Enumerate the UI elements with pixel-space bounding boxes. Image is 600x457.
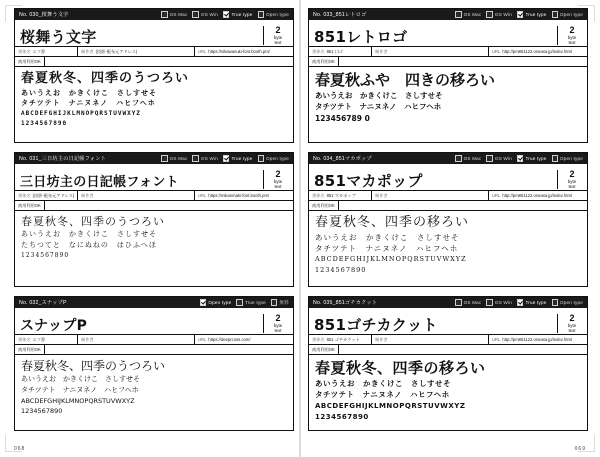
checkbox-os-win[interactable]: OS Win (192, 11, 218, 18)
checkbox-os-win[interactable]: OS Win (486, 299, 512, 306)
value-url[interactable]: http://pm851122.oranwa.jp/index.html (502, 337, 572, 342)
font-card (308, 8, 588, 143)
checkbox-true-type[interactable]: True type (517, 299, 547, 306)
label-commercial: 商用利用OK (15, 345, 45, 354)
sample-katakana: たちつてと なにぬねの はひふへほ (21, 241, 157, 250)
sample-latin: ABCDEFGHIJKLMNOPQRSTUVWXYZ (315, 401, 466, 410)
sample-digits: 1234567890 (21, 407, 63, 416)
sample-hiragana: あいうえお かきくけこ さしすせそ (21, 230, 157, 239)
value-font-name: 851 口ゴ (326, 48, 344, 54)
sample-latin: ABCDEFGHIJKLMNOPQRSTUVWXYZ (21, 110, 141, 118)
font-id: No. 034_851マカポップ (313, 156, 372, 162)
checkbox-true-type[interactable]: True type (223, 11, 253, 18)
title-row (15, 20, 293, 47)
commercial-row (15, 345, 293, 355)
commercial-row (309, 57, 587, 67)
label-url: URL (198, 337, 207, 342)
title-row (15, 164, 293, 191)
font-id: No. 031_三日坊主の日記帳フォント (19, 156, 107, 162)
label-url: URL (198, 193, 207, 198)
card-header (309, 9, 587, 20)
value-url[interactable]: https://nikawanuki-font.booth.pm/ (208, 49, 270, 54)
label-font-name: 書体名 (18, 192, 31, 198)
label-font-name: 書体名 (312, 48, 325, 54)
commercial-row (15, 201, 293, 211)
label-font-name: 書体名 (312, 192, 325, 198)
sample-katakana: タチツテト ナニヌネノ ハヒフヘホ (315, 102, 442, 112)
checkbox-true-type[interactable]: True type (517, 155, 547, 162)
sample-katakana: タチツテト ナニヌネノ ハヒフヘホ (21, 386, 139, 395)
font-title: スナップP (20, 318, 88, 334)
label-commercial: 商用利用OK (309, 201, 339, 210)
font-id: No. 030_桜舞う文字 (19, 12, 69, 18)
sample-hiragana: あいうえお かきくけこ さしすせそ (315, 378, 451, 388)
checkbox-os-win[interactable]: OS Win (486, 155, 512, 162)
checkbox-os-mac[interactable]: OS Mac (161, 11, 187, 18)
meta-row (309, 335, 587, 345)
value-font-name: エフ辞 (32, 48, 46, 54)
sample-headline: 春夏秋冬、四季の移ろい (315, 359, 486, 377)
font-id: No. 033_851レトロゴ (313, 12, 367, 18)
card-header (15, 153, 293, 164)
label-maker: 制作者 (81, 336, 94, 342)
sample-headline: 春夏秋冬、四季のうつろい (21, 71, 190, 86)
byte-badge: 2 byte text (557, 26, 583, 45)
sample-area (309, 211, 587, 286)
value-font-name: 851 ゴチカクット (326, 336, 360, 342)
title-row (309, 308, 587, 335)
label-font-name: 書体名 (312, 336, 325, 342)
checkbox-os-mac[interactable]: OS Mac (455, 155, 481, 162)
font-title: 851レトロゴ (314, 28, 408, 46)
font-card (308, 296, 588, 431)
sample-digits: 1234567890 (315, 412, 369, 421)
sample-area (15, 355, 293, 430)
sample-digits: 123456789 0 (315, 113, 370, 123)
value-font-name: (投影-配布元アドレス) (32, 192, 75, 198)
byte-badge: 2 byte text (557, 314, 583, 333)
label-maker: 制作者 (375, 336, 388, 342)
label-font-name: 書体名 (18, 48, 31, 54)
checkbox-open-type[interactable]: Open type (258, 155, 290, 162)
font-title: 851ゴチカクット (314, 316, 438, 334)
meta-row (15, 335, 293, 345)
sample-headline: 春夏秋冬、四季のうつろい (21, 359, 166, 373)
label-font-name: 書体名 (18, 336, 31, 342)
checkbox-open-type[interactable]: Open type (552, 11, 584, 18)
checkbox-true-type[interactable]: True type (223, 155, 253, 162)
page-number-right: 069 (574, 446, 586, 452)
sample-hiragana: あいうえお かきくけこ さしすせそ (21, 375, 140, 384)
value-font-name: エフ辞 (32, 336, 46, 342)
sample-headline: 春夏秋ふや 四きの移ろい (315, 71, 496, 89)
label-commercial: 商用利用OK (309, 57, 339, 66)
card-header (309, 297, 587, 308)
font-id: No. 035_851ゴチカクット (313, 300, 378, 306)
page-number-left: 068 (14, 446, 26, 452)
byte-badge: 2 byte text (263, 314, 289, 333)
label-url: URL (492, 49, 501, 54)
sample-area (309, 355, 587, 430)
value-url[interactable]: https://deeprcoss.com/ (208, 337, 251, 342)
value-maker: (投影-配布元アドレス) (95, 48, 138, 54)
sample-latin: ABCDEFGHIJKLMNOPQRSTUVWXYZ (21, 396, 135, 405)
label-commercial: 商用利用OK (15, 57, 45, 66)
sample-digits: 1234567890 (21, 119, 68, 127)
title-row (15, 308, 293, 335)
label-maker: 制作者 (81, 192, 94, 198)
font-title: 851マカポップ (314, 172, 423, 190)
sample-katakana: タチツテト ナニヌネノ ハヒフヘホ (315, 243, 459, 253)
label-maker: 制作者 (375, 48, 388, 54)
card-header (15, 9, 293, 20)
checkbox-free[interactable]: 無料 (271, 299, 289, 306)
sample-headline: 春夏秋冬、四季のうつろい (21, 215, 165, 228)
sample-headline: 春夏秋冬、四季の移ろい (315, 215, 470, 230)
checkbox-true-type[interactable]: True type (517, 11, 547, 18)
byte-badge: 2 byte text (263, 26, 289, 45)
label-url: URL (198, 49, 207, 54)
value-url[interactable]: https://mikanmaki-font.booth.pm/ (208, 193, 270, 198)
label-url: URL (492, 337, 501, 342)
byte-badge: 2 byte text (263, 170, 289, 189)
meta-row (309, 191, 587, 201)
byte-badge: 2 byte text (557, 170, 583, 189)
font-id: No. 032_スナップP (19, 300, 67, 306)
meta-row (15, 47, 293, 57)
commercial-row (15, 57, 293, 67)
label-maker: 制作者 (375, 192, 388, 198)
font-card (14, 152, 294, 287)
sample-katakana: タチツテト ナニヌネノ ハヒフヘホ (21, 99, 156, 108)
checkbox-os-mac[interactable]: OS Mac (455, 11, 481, 18)
checkbox-open-type[interactable]: Open type (552, 299, 584, 306)
card-header (15, 297, 293, 308)
label-commercial: 商用利用OK (309, 345, 339, 354)
sample-hiragana: あいうえお かきくけこ さしすせそ (21, 88, 157, 97)
sample-hiragana: あいうえお かきくけこ さしすせそ (315, 90, 443, 100)
value-url[interactable]: http://pm851122.oranwa.jp/index.html (502, 193, 572, 198)
checkbox-true-type[interactable]: True type (236, 299, 266, 306)
checkbox-os-win[interactable]: OS Win (192, 155, 218, 162)
font-title: 三日坊主の日記帳フォント (20, 175, 179, 190)
meta-row (15, 191, 293, 201)
sample-digits: 1234567890 (315, 265, 367, 274)
checkbox-open-type[interactable]: Open type (200, 299, 232, 306)
sample-area (15, 211, 293, 286)
title-row (309, 20, 587, 47)
font-card (14, 296, 294, 431)
sample-area (15, 67, 293, 142)
commercial-row (309, 201, 587, 211)
value-url[interactable]: http://pm851122.oranwa.jp/index.html (502, 49, 572, 54)
checkbox-open-type[interactable]: Open type (552, 155, 584, 162)
sample-hiragana: あいうえお かきくけこ さしすせそ (315, 232, 460, 242)
checkbox-os-mac[interactable]: OS Mac (161, 155, 187, 162)
value-font-name: 851 マカポップ (326, 192, 356, 198)
book-gutter (299, 0, 301, 457)
label-maker: 制作者 (81, 48, 94, 54)
checkbox-os-mac[interactable]: OS Mac (455, 299, 481, 306)
checkbox-os-win[interactable]: OS Win (486, 11, 512, 18)
sample-latin: ABCDEFGHIJKLMNOPQRSTUVWXYZ (315, 255, 467, 264)
sample-katakana: タチツテト ナニヌネノ ハヒフヘホ (315, 390, 450, 400)
title-row (309, 164, 587, 191)
meta-row (309, 47, 587, 57)
commercial-row (309, 345, 587, 355)
card-header (309, 153, 587, 164)
sample-digits: 1234567890 (21, 251, 70, 259)
font-card (14, 8, 294, 143)
label-url: URL (492, 193, 501, 198)
right-page (300, 0, 600, 457)
sample-area (309, 67, 587, 142)
checkbox-open-type[interactable]: Open type (258, 11, 290, 18)
font-card (308, 152, 588, 287)
label-commercial: 商用利用OK (15, 201, 45, 210)
font-title: 桜舞う文字 (20, 28, 97, 46)
